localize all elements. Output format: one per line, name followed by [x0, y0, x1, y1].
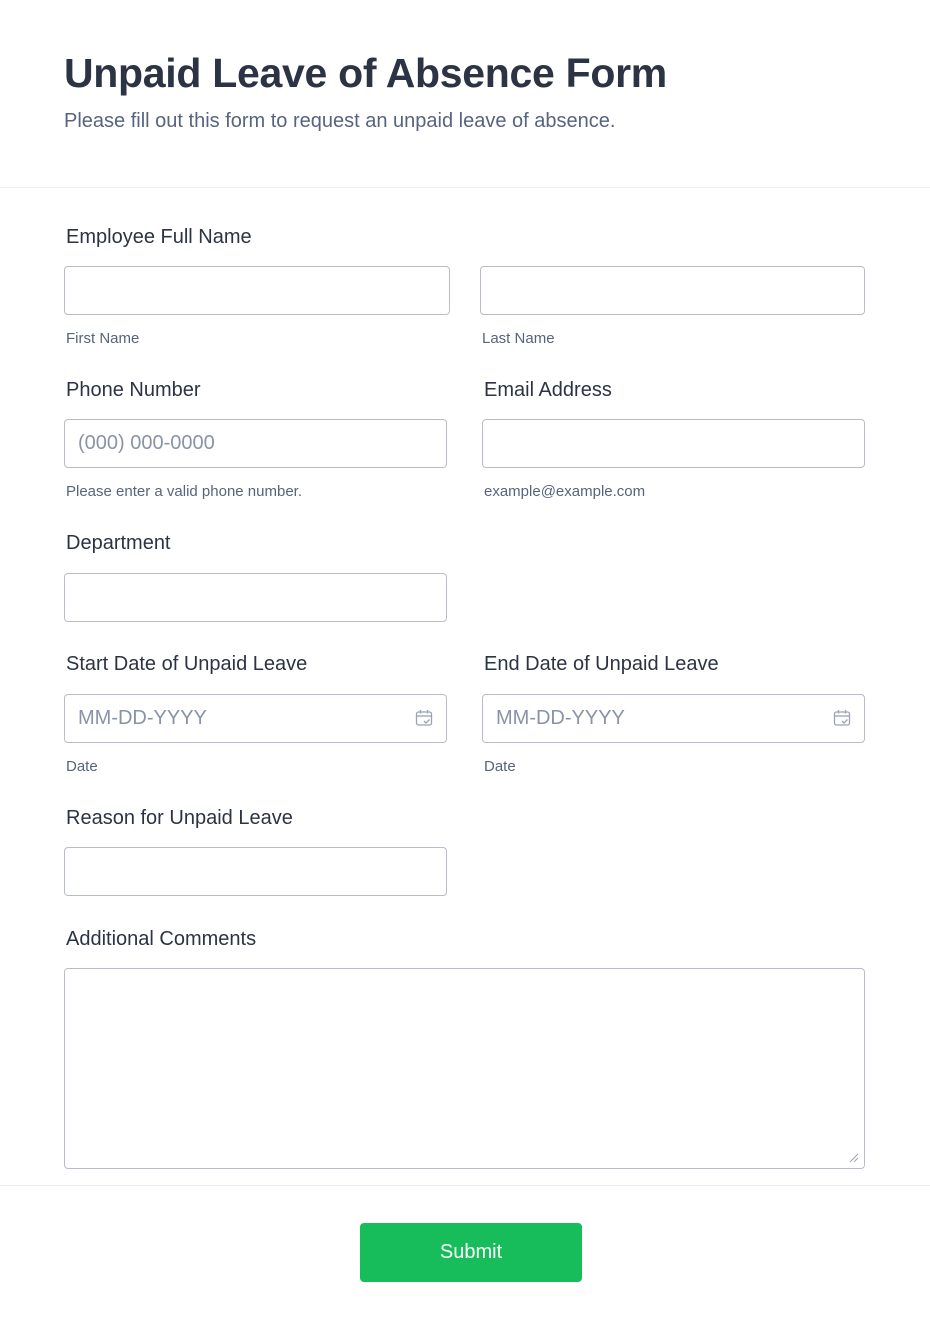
start-date-field — [64, 694, 447, 743]
phone-sublabel: Please enter a valid phone number. — [66, 483, 302, 500]
phone-label: Phone Number — [66, 379, 201, 401]
first-name-sublabel: First Name — [66, 330, 140, 347]
form-subtitle: Please fill out this form to request an unpaid leave of absence. — [64, 110, 616, 132]
end-date-input[interactable] — [482, 694, 865, 743]
department-input[interactable] — [64, 573, 447, 622]
start-date-input[interactable] — [64, 694, 447, 743]
end-date-sublabel: Date — [484, 758, 516, 775]
first-name-input[interactable] — [64, 266, 450, 315]
full-name-label: Employee Full Name — [66, 226, 252, 248]
email-input[interactable] — [482, 419, 865, 468]
department-label: Department — [66, 532, 171, 554]
submit-button[interactable]: Submit — [360, 1223, 582, 1282]
email-sublabel: example@example.com — [484, 483, 646, 500]
form-title: Unpaid Leave of Absence Form — [64, 50, 667, 96]
end-date-field — [482, 694, 865, 743]
calendar-icon[interactable] — [415, 709, 433, 727]
comments-textarea[interactable] — [64, 968, 865, 1169]
reason-input[interactable] — [64, 847, 447, 896]
last-name-input[interactable] — [480, 266, 865, 315]
email-label: Email Address — [484, 379, 612, 401]
resize-grip-icon[interactable] — [849, 1153, 859, 1163]
last-name-sublabel: Last Name — [482, 330, 555, 347]
form-header — [0, 0, 930, 188]
reason-label: Reason for Unpaid Leave — [66, 807, 293, 829]
calendar-icon[interactable] — [833, 709, 851, 727]
start-date-label: Start Date of Unpaid Leave — [66, 653, 308, 675]
end-date-label: End Date of Unpaid Leave — [484, 653, 719, 675]
footer-divider — [0, 1185, 930, 1186]
comments-label: Additional Comments — [66, 928, 257, 950]
phone-input[interactable] — [64, 419, 447, 468]
start-date-sublabel: Date — [66, 758, 98, 775]
